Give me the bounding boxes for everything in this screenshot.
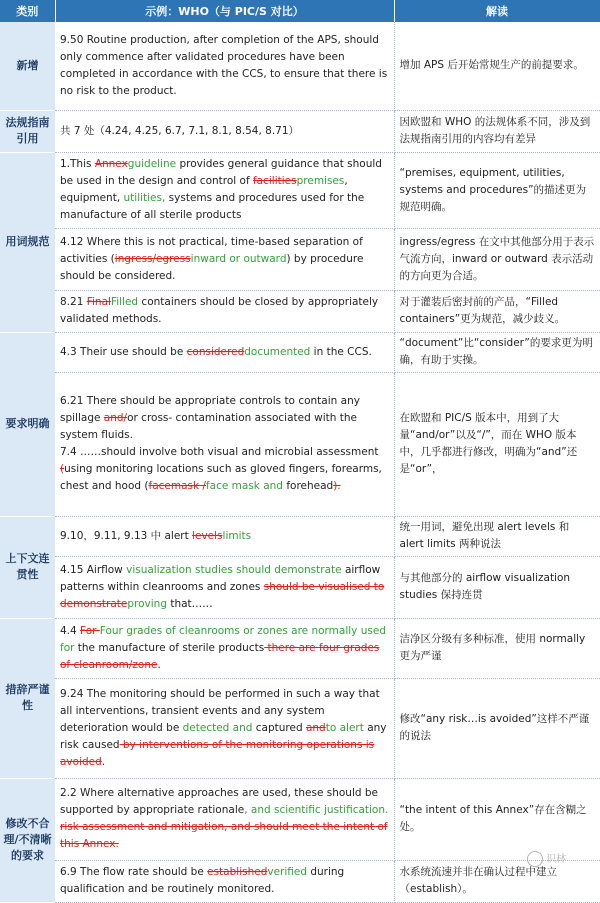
interpretation-cell: 增加 APS 后开始常规生产的前提要求。 — [394, 22, 600, 110]
category-cell: 法规指南引用 — [0, 110, 55, 152]
interpretation-cell: “document”比“consider”的要求更为明确，有助于实操。 — [394, 332, 600, 372]
logo-circle-icon — [527, 851, 543, 867]
table-row — [0, 22, 600, 110]
interpretation-cell: 因欧盟和 WHO 的法规体系不同，涉及到法规指南引用的内容均有差异 — [394, 110, 600, 152]
watermark-text: 识林 — [546, 854, 567, 865]
interpretation-cell: ingress/egress 在文中其他部分用于表示气流方向，inward or outward 表示活动的方向更为合适。 — [394, 228, 600, 290]
header-example: 示例：WHO（与 PIC/S 对比） — [55, 0, 394, 22]
category-cell: 措辞严谨性 — [0, 618, 55, 778]
example-cell: 6.9 The flow rate should be establishedverified during qualification and be routinely monitored. — [55, 860, 394, 902]
header-interpretation: 解读 — [394, 0, 600, 22]
interpretation-cell: 与其他部分的 airflow visualization studies 保持连贯 — [394, 556, 600, 618]
category-cell: 修改不合理/不清晰的要求 — [0, 778, 55, 902]
table-row — [0, 778, 600, 860]
interpretation-cell: 水系统流速并非在确认过程中建立（establish）。 — [394, 860, 600, 902]
example-cell: 4.4 For Four grades of cleanrooms or zones are normally used for the manufacture of sterile products there are four grades of cleanroom/zone. — [55, 618, 394, 678]
example-cell: 8.21 FinalFilled containers should be closed by appropriately validated methods. — [55, 290, 394, 332]
interpretation-cell: 统一用词，避免出现 alert levels 和 alert limits 两种说法 — [394, 516, 600, 556]
table-row — [0, 110, 600, 152]
category-cell: 要求明确 — [0, 332, 55, 516]
category-cell: 新增 — [0, 22, 55, 110]
table-row — [0, 290, 600, 332]
table-row — [0, 678, 600, 778]
table-row — [0, 516, 600, 556]
interpretation-cell: 在欧盟和 PIC/S 版本中，用到了大量“and/or”以及“/”，而在 WHO 版本中，几乎都进行修改，明确为“and”还是“or”， — [394, 372, 600, 516]
example-cell: 9.50 Routine production, after completion of the APS, should only commence after validated procedures have been completed in accordance with the CCS, to ensure that there is no risk to the product. — [55, 22, 394, 110]
table-row — [0, 372, 600, 516]
example-cell: 6.21 There should be appropriate controls to contain any spillage and/or cross- contamination associated with the system fluids. 7.4 ……should involve both visual and microbial assessment (using monitoring locations such as gloved fingers, forearms, chest and hood (facemask /face mask and forehead). — [55, 372, 394, 516]
example-cell: 2.2 Where alternative approaches are used, these should be supported by appropriate rationale, and scientific justification. risk assessment and mitigation, and should meet the intent of this Annex. — [55, 778, 394, 860]
example-cell: 4.12 Where this is not practical, time-based separation of activities (ingress/egressinward or outward) by procedure should be considered. — [55, 228, 394, 290]
interpretation-cell: “premises, equipment, utilities, systems and procedures”的描述更为规范明确。 — [394, 152, 600, 228]
table-row — [0, 618, 600, 678]
table-row — [0, 332, 600, 372]
header-category: 类别 — [0, 0, 55, 22]
table-row — [0, 228, 600, 290]
table-row — [0, 860, 600, 902]
interpretation-cell: “the intent of this Annex”存在含糊之处。 — [394, 778, 600, 860]
interpretation-cell: 对于灌装后密封前的产品，“Filled containers”更为规范，减少歧义。 — [394, 290, 600, 332]
example-cell: 9.24 The monitoring should be performed in such a way that all interventions, transient events and any system deterioration would be detected and captured andto alert any risk caused by interventions of the monitoring operations is avoided. — [55, 678, 394, 778]
interpretation-cell: 修改“any risk…is avoided”这样不严谨的说法 — [394, 678, 600, 778]
table-row — [0, 152, 600, 228]
example-cell: 4.15 Airflow visualization studies should demonstrate airflow patterns within cleanrooms and zones should be visualised to demonstrateproving that…… — [55, 556, 394, 618]
category-cell: 用词规范 — [0, 152, 55, 332]
table-row — [0, 556, 600, 618]
category-cell: 上下文连贯性 — [0, 516, 55, 618]
table-header-row — [0, 0, 600, 22]
example-cell: 共 7 处（4.24, 4.25, 6.7, 7.1, 8.1, 8.54, 8.71） — [55, 110, 394, 152]
example-cell: 9.10，9.11, 9.13 中 alert levelslimits — [55, 516, 394, 556]
example-cell: 4.3 Their use should be considereddocumented in the CCS. — [55, 332, 394, 372]
watermark-logo — [527, 850, 587, 878]
example-cell: 1.This Annexguideline provides general guidance that should be used in the design and control of facilitiespremises, equipment, utilities, systems and procedures used for the manufacture of all sterile products — [55, 152, 394, 228]
interpretation-cell: 洁净区分级有多种标准，使用 normally 更为严谨 — [394, 618, 600, 678]
